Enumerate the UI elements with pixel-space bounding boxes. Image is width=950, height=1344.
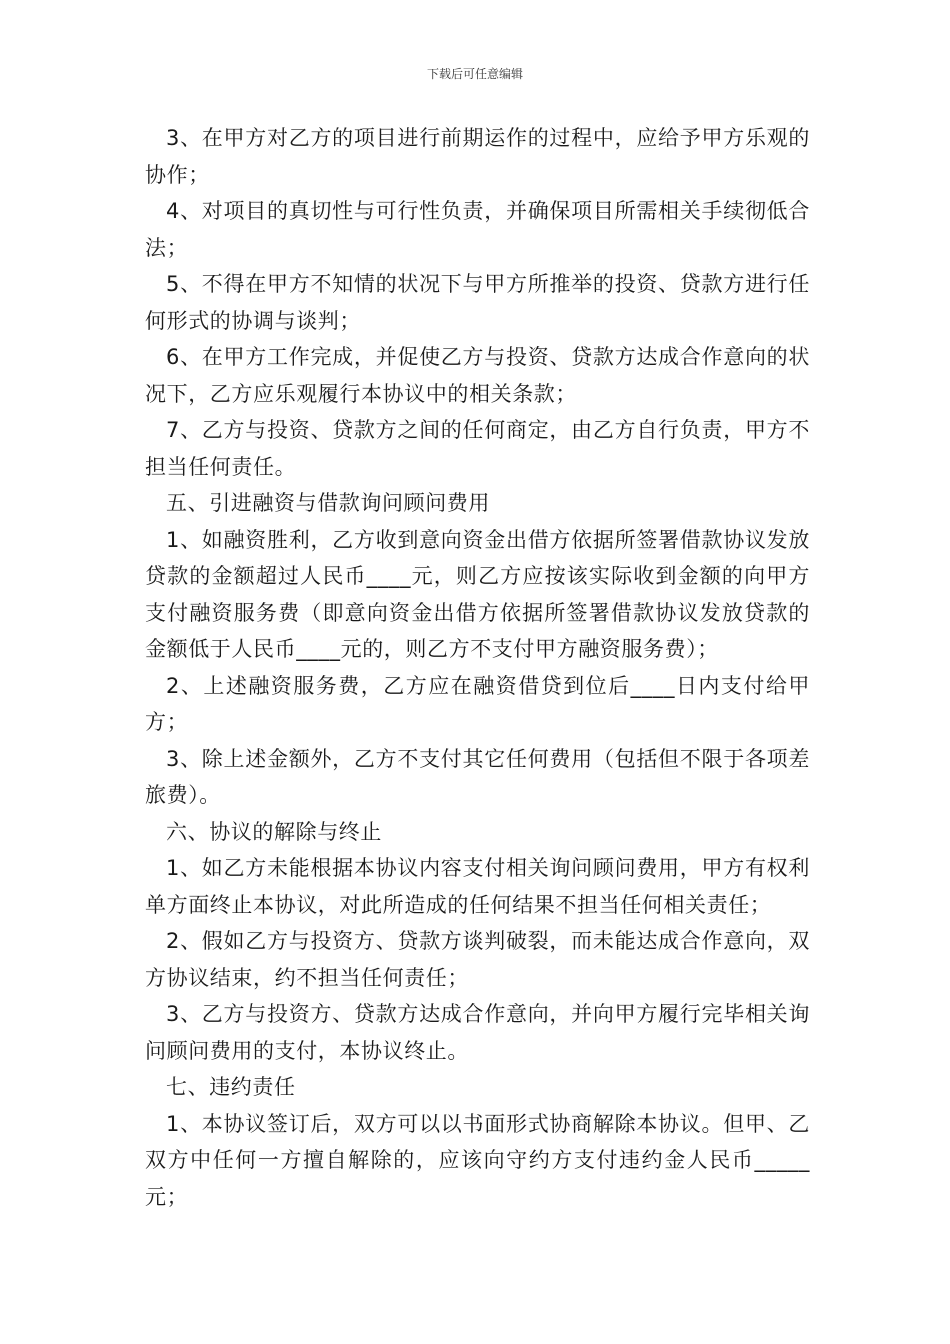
section-heading-6: 六、协议的解除与终止 (166, 819, 382, 844)
clause-6-perform-terms: 6、在甲方工作完成，并促使乙方与投资、贷款方达成合作意向的状况下，乙方应乐观履行本协议中的相关条款； (145, 345, 810, 406)
clause-7-self-responsibility: 7、乙方与投资、贷款方之间的任何商定，由乙方自行负责，甲方不担当任何责任。 (145, 418, 810, 479)
clause-3-cooperation: 3、在甲方对乙方的项目进行前期运作的过程中，应给予甲方乐观的协作； (145, 126, 810, 187)
section-heading-7: 七、违约责任 (166, 1075, 296, 1099)
section-heading-5: 五、引进融资与借款询问顾问费用 (166, 491, 490, 515)
clause-5-1-financing-fee: 1、如融资胜利，乙方收到意向资金出借方依据所签署借款协议发放贷款的金额超过人民币____元，则乙方应按该实际收到金额的向甲方支付融资服务费（即意向资金出借方依据所签署借款协议发放贷款的金额低于人民币____元的，则乙方不支付甲方融资服务费）； (145, 527, 810, 661)
document-body (145, 120, 810, 1215)
clause-5-no-private-negotiation: 5、不得在甲方不知情的状况下与甲方所推举的投资、贷款方进行任何形式的协调与谈判； (145, 272, 810, 333)
page-header: 下载后可任意编辑 (426, 67, 523, 81)
clause-6-2-negotiation-failure: 2、假如乙方与投资方、贷款方谈判破裂，而未能达成合作意向，双方协议结束，约不担当任何责任； (145, 929, 810, 990)
clause-6-1-termination-nonpayment: 1、如乙方未能根据本协议内容支付相关询问顾问费用，甲方有权利单方面终止本协议，对此所造成的任何结果不担当任何相关责任； (145, 856, 810, 917)
clause-6-3-agreement-end: 3、乙方与投资方、贷款方达成合作意向，并向甲方履行完毕相关询问顾问费用的支付，本协议终止。 (145, 1002, 810, 1063)
clause-5-2-payment-deadline: 2、上述融资服务费，乙方应在融资借贷到位后____日内支付给甲方； (145, 673, 810, 734)
clause-5-3-no-other-fees: 3、除上述金额外，乙方不支付其它任何费用（包括但不限于各项差旅费）。 (145, 746, 810, 807)
clause-4-project-responsibility: 4、对项目的真切性与可行性负责，并确保项目所需相关手续彻低合法； (145, 199, 810, 260)
clause-7-1-breach-penalty: 1、本协议签订后，双方可以以书面形式协商解除本协议。但甲、乙双方中任何一方擅自解除的，应该向守约方支付违约金人民币_____元； (145, 1111, 810, 1209)
